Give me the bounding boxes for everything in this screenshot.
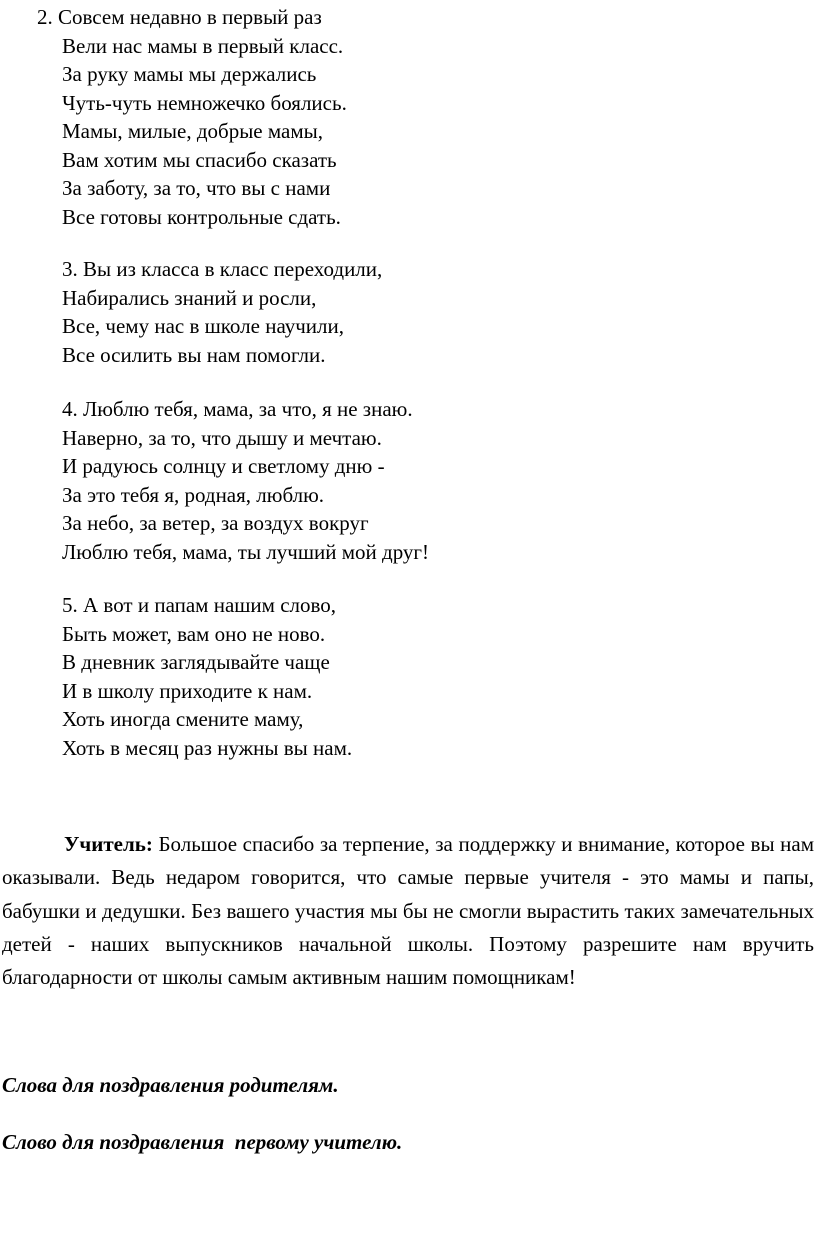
- poem-line: Хоть в месяц раз нужны вы нам.: [62, 735, 353, 760]
- poem-line: 4. Люблю тебя, мама, за что, я не знаю.: [62, 397, 413, 421]
- teacher-speech: Большое спасибо за терпение, за поддержку и внимание, которое вы нам оказывали. Ведь недаром говорится, что самые первые учителя - это мамы и папы, бабушки и дедушки. Без вашего участия мы бы не смогли вырастить таких замечательных детей - наших выпускников начальной школы. Поэтому разрешите нам вручить благодарности от школы самым активным нашим помощникам!: [2, 832, 814, 990]
- poem-line: 3. Вы из класса в класс переходили,: [62, 257, 383, 281]
- poem-stanza-2: [37, 3, 347, 231]
- poem-line: Наверно, за то, что дышу и мечтаю.: [62, 425, 382, 450]
- poem-line: Чуть-чуть немножечко боялись.: [62, 90, 347, 115]
- poem-line: За небо, за ветер, за воздух вокруг: [62, 511, 369, 535]
- poem-line: Все, чему нас в школе научили,: [62, 314, 344, 338]
- poem-line: Набирались знаний и росли,: [62, 285, 317, 310]
- poem-line: И в школу приходите к нам.: [62, 678, 313, 703]
- teacher-paragraph: [2, 828, 814, 994]
- poem-stanza-5: [62, 591, 352, 762]
- poem-line: За это тебя я, родная, люблю.: [62, 482, 325, 507]
- poem-line: За заботу, за то, что вы с нами: [62, 176, 331, 200]
- poem-line: Все готовы контрольные сдать.: [62, 204, 341, 229]
- poem-line: Мамы, милые, добрые мамы,: [62, 119, 323, 143]
- heading-first-teacher: Слово для поздравления первому учителю.: [2, 1130, 403, 1154]
- poem-stanza-3: [62, 255, 382, 369]
- poem-line: Вам хотим мы спасибо сказать: [62, 147, 337, 172]
- heading-parents: Слова для поздравления родителям.: [2, 1073, 339, 1097]
- poem-line: 5. А вот и папам нашим слово,: [62, 593, 337, 617]
- poem-line: И радуюсь солнцу и светлому дню -: [62, 454, 385, 478]
- poem-stanza-4: [62, 395, 429, 566]
- poem-line: Все осилить вы нам помогли.: [62, 342, 326, 367]
- speaker-label: Учитель:: [64, 832, 153, 856]
- poem-line: Быть может, вам оно не ново.: [62, 621, 326, 646]
- poem-line: Хоть иногда смените маму,: [62, 707, 304, 731]
- poem-line: В дневник заглядывайте чаще: [62, 650, 330, 674]
- poem-line: Люблю тебя, мама, ты лучший мой друг!: [62, 539, 430, 564]
- poem-line: 2. Совсем недавно в первый раз: [37, 5, 322, 29]
- poem-line: Вели нас мамы в первый класс.: [62, 33, 344, 58]
- poem-line: За руку мамы мы держались: [62, 62, 317, 86]
